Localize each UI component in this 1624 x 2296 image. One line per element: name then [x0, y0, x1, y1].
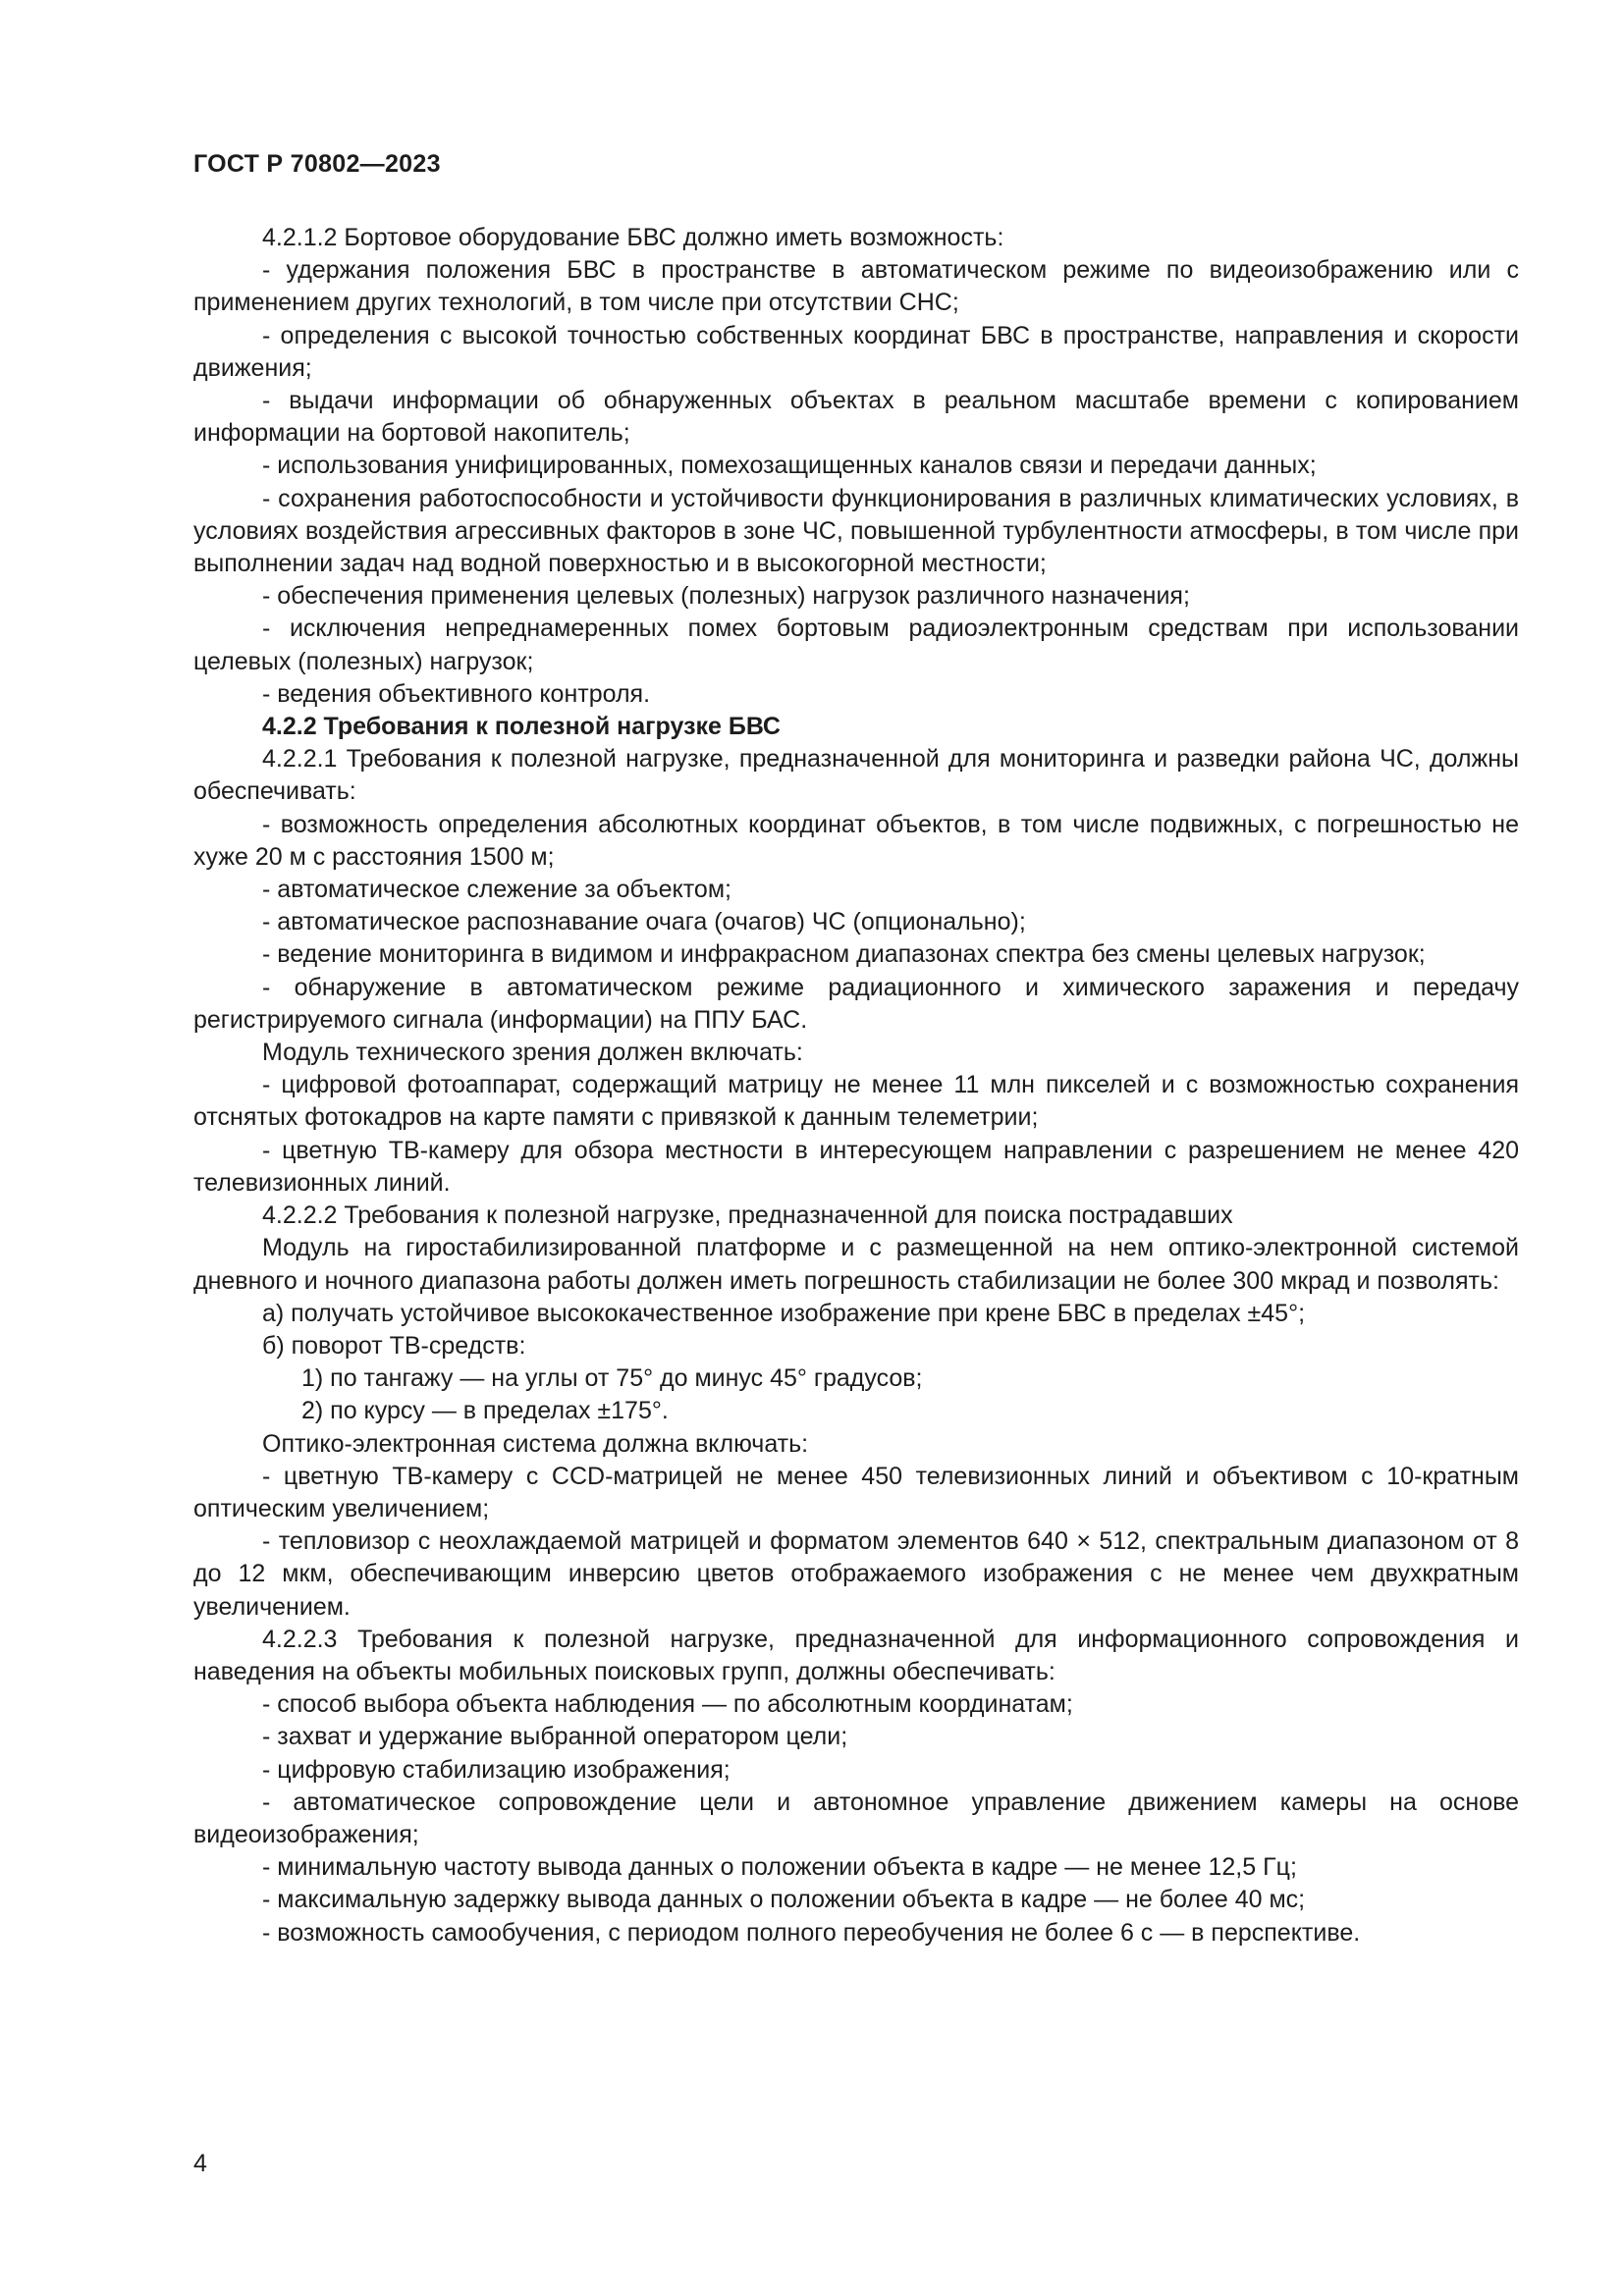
paragraph: - исключения непреднамеренных помех бортовым радиоэлектронным средствам при использовании целевых (полезных) нагрузок;	[193, 614, 1519, 675]
paragraph: - возможность определения абсолютных координат объектов, в том числе подвижных, с погрешностью не хуже 20 м с расстояния 1500 м;	[193, 810, 1519, 871]
paragraph: 1) по тангажу — на углы от 75° до минус 45° градусов;	[301, 1364, 923, 1393]
paragraph: - автоматическое распознавание очага (очагов) ЧС (опционально);	[262, 908, 1026, 936]
paragraph: - автоматическое сопровождение цели и автономное управление движением камеры на основе видеоизображения;	[193, 1788, 1519, 1848]
paragraph: Оптико-электронная система должна включать:	[262, 1429, 809, 1458]
paragraph: - использования унифицированных, помехозащищенных каналов связи и передачи данных;	[262, 452, 1317, 480]
paragraph: - ведения объективного контроля.	[262, 679, 651, 708]
paragraph: - цветную ТВ-камеру для обзора местности в интересующем направлении с разрешением не менее 420 телевизионных линий.	[193, 1136, 1519, 1197]
document-header: ГОСТ Р 70802—2023	[193, 150, 441, 178]
section-heading: 4.2.2 Требования к полезной нагрузке БВС	[262, 713, 781, 741]
paragraph: Модуль технического зрения должен включать:	[262, 1039, 803, 1067]
paragraph: - обнаружение в автоматическом режиме радиационного и химического заражения и передачу регистрируемого сигнала (информации) на ППУ БАС.	[193, 973, 1519, 1034]
paragraph: - цветную ТВ-камеру с CCD-матрицей не менее 450 телевизионных линий и объективом с 10-кратным оптическим увеличением;	[193, 1462, 1519, 1522]
paragraph: 4.2.2.1 Требования к полезной нагрузке, предназначенной для мониторинга и разведки района ЧС, должны обеспечивать:	[193, 745, 1519, 806]
paragraph: 2) по курсу — в пределах ±175°.	[301, 1397, 669, 1425]
paragraph: - максимальную задержку вывода данных о положении объекта в кадре — не более 40 мс;	[262, 1886, 1306, 1914]
paragraph: - тепловизор с неохлаждаемой матрицей и форматом элементов 640 × 512, спектральным диапазоном от 8 до 12 мкм, обеспечивающим инверсию цветов отображаемого изображения с не менее чем двухкратным увеличением.	[193, 1527, 1519, 1621]
paragraph: - минимальную частоту вывода данных о положении объекта в кадре — не менее 12,5 Гц;	[262, 1853, 1297, 1882]
page-number: 4	[193, 2150, 207, 2177]
paragraph: б) поворот ТВ-средств:	[262, 1331, 526, 1360]
paragraph: - удержания положения БВС в пространстве в автоматическом режиме по видеоизображению или с применением других технологий, в том числе при отсутствии СНС;	[193, 256, 1519, 317]
paragraph: 4.2.2.3 Требования к полезной нагрузке, предназначенной для информационного сопровождения и наведения на объекты мобильных поисковых групп, должны обеспечивать:	[193, 1625, 1519, 1685]
paragraph: - выдачи информации об обнаруженных объектах в реальном масштабе времени с копированием информации на бортовой накопитель;	[193, 387, 1519, 448]
paragraph: - способ выбора объекта наблюдения — по абсолютным координатам;	[262, 1690, 1073, 1719]
paragraph: Модуль на гиростабилизированной платформе и с размещенной на нем оптико-электронной системой дневного и ночного диапазона работы должен иметь погрешность стабилизации не более 300 мкрад и позволять:	[193, 1234, 1519, 1295]
paragraph: а) получать устойчивое высококачественное изображение при крене БВС в пределах ±45°;	[262, 1299, 1306, 1327]
paragraph: - захват и удержание выбранной оператором цели;	[262, 1723, 848, 1751]
paragraph: - сохранения работоспособности и устойчивости функционирования в различных климатических условиях, в условиях воздействия агрессивных факторов в зоне ЧС, повышенной турбулентности атмосферы, в том числе при выполнении задач над водной поверхностью и в высокогорной местности;	[193, 484, 1519, 578]
paragraph: - автоматическое слежение за объектом;	[262, 876, 731, 904]
paragraph: - возможность самообучения, с периодом полного переобучения не более 6 с — в перспективе.	[262, 1918, 1361, 1947]
paragraph: - цифровой фотоаппарат, содержащий матрицу не менее 11 млн пикселей и с возможностью сохранения отснятых фотокадров на карте памяти с привязкой к данным телеметрии;	[193, 1071, 1519, 1132]
paragraph: - ведение мониторинга в видимом и инфракрасном диапазонах спектра без смены целевых нагрузок;	[262, 940, 1426, 969]
paragraph: - цифровую стабилизацию изображения;	[262, 1755, 731, 1784]
paragraph: - обеспечения применения целевых (полезных) нагрузок различного назначения;	[262, 582, 1190, 611]
paragraph: - определения с высокой точностью собственных координат БВС в пространстве, направления и скорости движения;	[193, 321, 1519, 382]
document-body	[193, 222, 1519, 1949]
paragraph: 4.2.1.2 Бортовое оборудование БВС должно иметь возможность:	[262, 224, 1004, 251]
paragraph: 4.2.2.2 Требования к полезной нагрузке, предназначенной для поиска пострадавших	[262, 1201, 1233, 1230]
